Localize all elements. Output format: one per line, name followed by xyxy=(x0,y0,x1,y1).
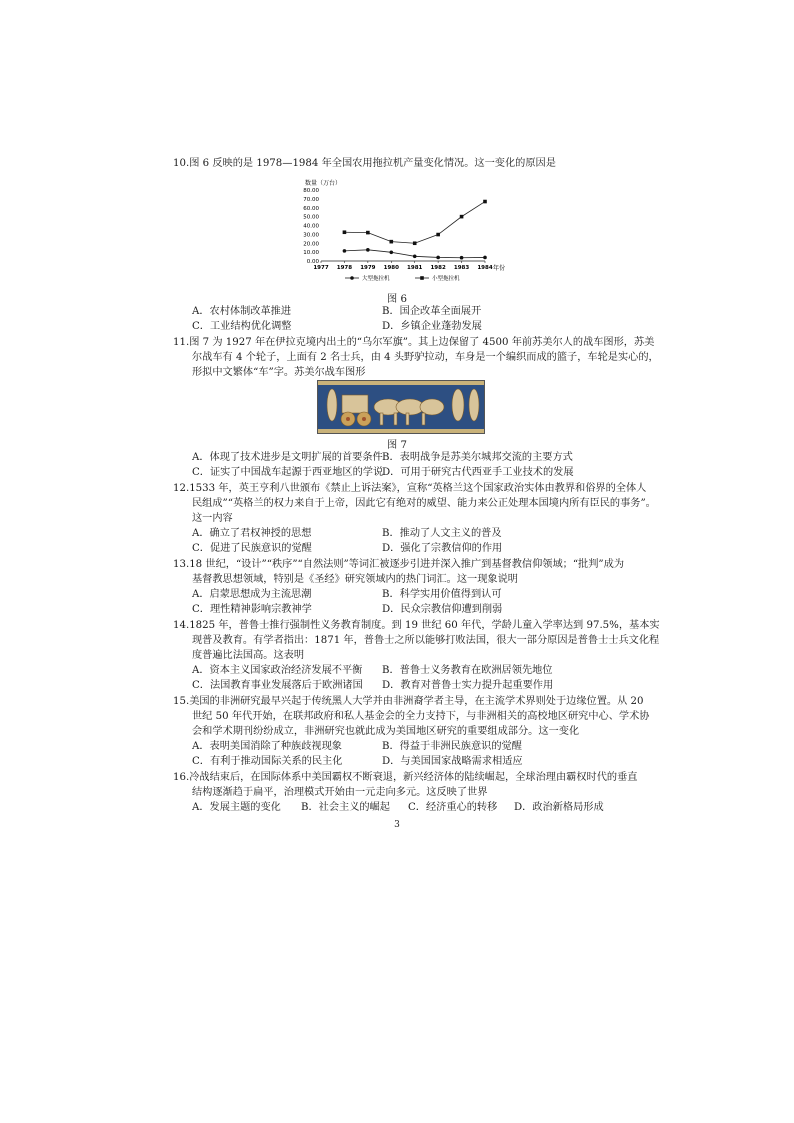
y-tick-label: 30.00 xyxy=(303,232,319,239)
q12-option-d[interactable]: D．强化了宗教信仰的作用 xyxy=(382,543,503,554)
x-tick-label: 1982 xyxy=(430,265,446,271)
q14-option-c[interactable]: C．法国教育事业发展落后于欧洲诸国 xyxy=(192,680,363,691)
legend-label: 大型拖拉机 xyxy=(362,276,390,282)
y-tick-label: 50.00 xyxy=(303,214,319,221)
y-tick-label: 40.00 xyxy=(303,223,319,230)
q12-option-a[interactable]: A．确立了君权神授的思想 xyxy=(192,528,312,539)
sumerian-chariot-picture xyxy=(318,381,484,433)
q14-option-b[interactable]: B．普鲁士义务教育在欧洲居领先地位 xyxy=(382,665,553,676)
legend-square-marker xyxy=(420,276,424,280)
y-tick-label: 60.00 xyxy=(303,205,319,212)
standard-of-ur-image xyxy=(317,380,485,434)
q16-stem-line1: 16.冷战结束后，在国际体系中美国霸权不断衰退，新兴经济体的陆续崛起，全球治理由霸权时代的垂直 xyxy=(173,772,638,783)
legend-label: 小型拖拉机 xyxy=(432,276,460,282)
q10-option-c[interactable]: C．工业结构优化调整 xyxy=(192,321,292,332)
q13-stem-line1: 13.18 世纪，“设计”“秩序”“自然法则”等词汇被逐步引进并深入推广到基督教信仰领域；“批判”成为 xyxy=(173,559,625,570)
series-2-point xyxy=(366,231,370,235)
q16-option-c[interactable]: C．经济重心的转移 xyxy=(408,802,498,813)
x-tick-label: 1984 xyxy=(477,265,493,271)
q14-option-d[interactable]: D．教育对普鲁士实力提升起重要作用 xyxy=(382,680,554,691)
x-tick-label: 1981 xyxy=(407,265,423,271)
q11-stem-line2: 尔战车有 4 个轮子，上面有 2 名士兵，由 4 头野驴拉动，车身是一个编织而成的篮子，车轮是实心的， xyxy=(192,352,659,363)
legend-circle-marker xyxy=(350,276,354,280)
q15-stem-line1: 15.美国的非洲研究最早兴起于传统黑人大学并由非洲裔学者主导，在主流学术界则处于边缘位置。从 20 xyxy=(173,696,644,707)
q14-stem-line1: 14.1825 年，普鲁士推行强制性义务教育制度。到 19 世纪 60 年代，学龄儿童入学率达到 97.5%，基本实 xyxy=(173,620,660,631)
q11-option-a[interactable]: A．体现了技术进步是文明扩展的首要条件 xyxy=(192,452,383,463)
q10-stem: 10.图 6 反映的是 1978—1984 年全国农用拖拉机产量变化情况。这一变化的原因是 xyxy=(173,158,556,169)
q13-option-d[interactable]: D．民众宗教信仰遭到削弱 xyxy=(382,604,503,615)
series-2-point xyxy=(343,230,347,234)
q15-stem-line3: 会和学术期刊纷纷成立，非洲研究也就此成为美国地区研究的重要组成部分。这一变化 xyxy=(192,726,580,737)
y-tick-label: 0.00 xyxy=(306,259,319,265)
series-2-point xyxy=(460,215,464,219)
series-2-point xyxy=(413,241,417,245)
q16-option-d[interactable]: D．政治新格局形成 xyxy=(514,802,604,813)
series-1-point xyxy=(413,254,417,258)
series-1-point xyxy=(483,256,487,260)
y-tick-label: 80.00 xyxy=(303,188,319,194)
x-tick-label: 1977 xyxy=(313,265,329,271)
q14-option-a[interactable]: A．资本主义国家政治经济发展不平衡 xyxy=(192,665,363,676)
y-tick-label: 20.00 xyxy=(303,241,319,248)
series-1-point xyxy=(436,256,440,260)
q12-stem-line1: 12.1533 年，英王亨利八世颁布《禁止上诉法案》，宣称“英格兰这个国家政治实体由教界和俗界的全体人 xyxy=(173,483,647,494)
figure7-caption: 图 7 xyxy=(387,440,407,451)
y-tick-label: 10.00 xyxy=(303,250,319,257)
page-number: 3 xyxy=(394,820,400,830)
q12-stem-line3: 这一内容 xyxy=(192,513,233,524)
q10-option-b[interactable]: B．国企改革全面展开 xyxy=(382,306,482,317)
q16-option-b[interactable]: B．社会主义的崛起 xyxy=(301,802,390,813)
tractor-production-chart xyxy=(305,178,505,288)
series-line-2 xyxy=(344,202,485,244)
q16-option-a[interactable]: A．发展主题的变化 xyxy=(192,802,281,813)
x-tick-label: 1983 xyxy=(453,265,470,271)
q13-stem-line2: 基督教思想领域，特别是《圣经》研究领域内的热门词汇。这一现象说明 xyxy=(192,574,518,585)
series-1-point xyxy=(343,249,347,253)
y-tick-label: 70.00 xyxy=(303,196,319,203)
series-1-point xyxy=(460,256,464,260)
q15-option-a[interactable]: A．表明美国消除了种族歧视现象 xyxy=(192,741,342,752)
q13-option-b[interactable]: B．科学实用价值得到认可 xyxy=(382,589,502,600)
q10-option-a[interactable]: A．农村体制改革推进 xyxy=(192,306,292,317)
q12-option-c[interactable]: C．促进了民族意识的觉醒 xyxy=(192,543,312,554)
series-2-point xyxy=(436,233,440,237)
series-1-point xyxy=(389,251,393,255)
q11-option-d[interactable]: D．可用于研究古代西亚手工业技术的发展 xyxy=(382,467,574,478)
q14-stem-line2: 现普及教育。有学者指出：1871 年，普鲁士之所以能够打败法国，很大一部分原因是普鲁士士兵文化程 xyxy=(192,635,660,646)
series-2-point xyxy=(389,240,393,244)
q15-option-c[interactable]: C．有利于推动国际关系的民主化 xyxy=(192,756,343,767)
q15-stem-line2: 世纪 50 年代开始，在联邦政府和私人基金会的全力支持下，与非洲相关的高校地区研究中心、学术协 xyxy=(192,711,650,722)
series-2-point xyxy=(483,200,487,204)
chart-xlabel: 年份 xyxy=(493,265,506,272)
q11-option-b[interactable]: B．表明战争是苏美尔城邦交流的主要方式 xyxy=(382,452,573,463)
q14-stem-line3: 度普遍比法国高。这表明 xyxy=(192,650,305,661)
chart-ylabel: 数量（万台） xyxy=(305,180,342,187)
x-tick-label: 1979 xyxy=(360,265,376,271)
q11-option-c[interactable]: C．证实了中国战车起源于西亚地区的学说 xyxy=(192,467,384,478)
x-tick-label: 1980 xyxy=(383,265,399,271)
q11-stem-line3: 形拟中文繁体“车”字。苏美尔战车图形 xyxy=(192,367,366,378)
series-1-point xyxy=(366,248,370,252)
q10-option-d[interactable]: D．乡镇企业蓬勃发展 xyxy=(382,321,482,332)
q12-option-b[interactable]: B．推动了人文主义的普及 xyxy=(382,528,502,539)
q13-option-a[interactable]: A．启蒙思想成为主流思潮 xyxy=(192,589,312,600)
q11-stem-line1: 11.图 7 为 1927 年在伊拉克境内出土的“乌尔军旗”。其上边保留了 4500 年前苏美尔人的战车图形，苏美 xyxy=(173,337,655,348)
q13-option-c[interactable]: C．理性精神影响宗教神学 xyxy=(192,604,312,615)
x-tick-label: 1978 xyxy=(336,265,353,271)
figure6-caption: 图 6 xyxy=(387,294,407,305)
q16-stem-line2: 结构逐渐趋于扁平，治理模式开始由一元走向多元。这反映了世界 xyxy=(192,787,488,798)
q15-option-d[interactable]: D．与美国国家战略需求相适应 xyxy=(382,756,523,767)
q15-option-b[interactable]: B．得益于非洲民族意识的觉醒 xyxy=(382,741,522,752)
q12-stem-line2: 民组成”“英格兰的权力来自于上帝，因此它有绝对的威望、能力来公正处理本国境内所有臣民的事务”。 xyxy=(192,498,656,509)
chart-legend xyxy=(345,274,460,282)
